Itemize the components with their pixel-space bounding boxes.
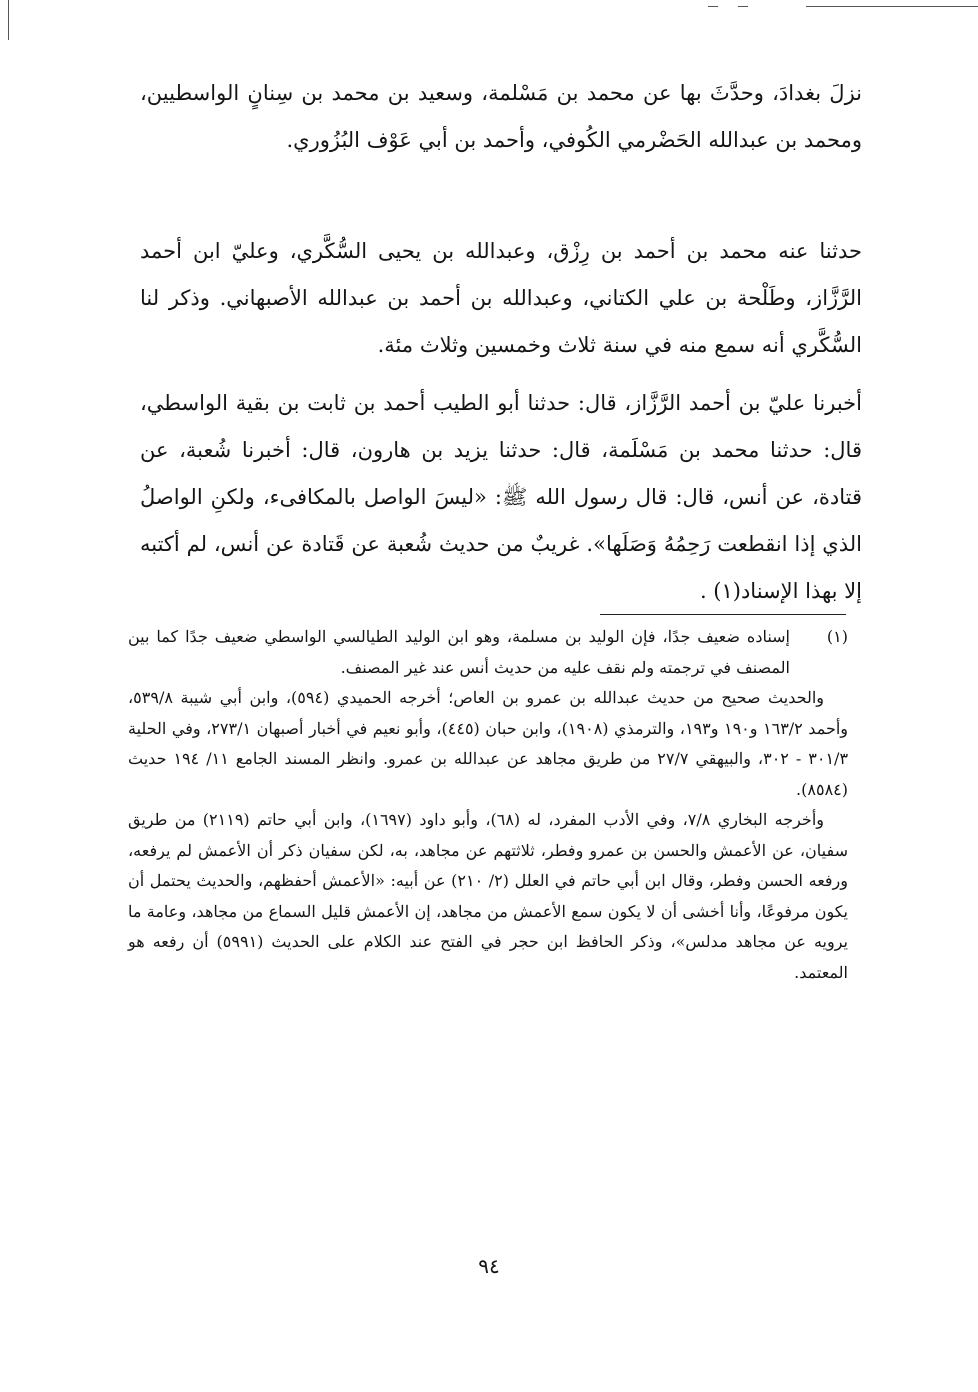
page-number: ٩٤ xyxy=(478,1254,500,1278)
footnote-text: إسناده ضعيف جدًا، فإن الوليد بن مسلمة، وهو ابن الوليد الطيالسي الواسطي ضعيف جدًا كما بين المصنف في ترجمته ولم نقف عليه من حديث أنس عند غير المصنف. xyxy=(128,627,790,677)
paragraph-text: حدثنا عنه محمد بن أحمد بن رِزْق، وعبدالله بن يحيى السُّكَّري، وعليّ ابن أحمد الرَّزَّاز، وطَلْحة بن علي الكتاني، وعبدالله بن أحمد بن عبدالله الأصبهاني. وذكر لنا السُّكَّري أنه سمع منه في سنة ثلاث وخمسين وثلاث مئة. xyxy=(140,239,862,357)
main-paragraph-2 xyxy=(140,228,862,369)
scan-edge-mark-top-2 xyxy=(738,6,748,7)
footnote-1-continuation-2: وأخرجه البخاري ٧/٨، وفي الأدب المفرد، له (٦٨)، وأبو داود (١٦٩٧)، وابن أبي حاتم (٢١١٩) من طريق سفيان، عن الأعمش والحسن بن عمرو وفطر، ثلاثتهم عن مجاهد، به، لكن سفيان ذكر أن الأعمش لم يرفعه، ورفعه الحسن وفطر، وقال ابن أبي حاتم في العلل (٢/ ٢١٠) عن أبيه: «الأعمش أحفظهم، والحديث يحتمل أن يكون مرفوعًا، وأنا أخشى أن لا يكون سمع الأعمش من مجاهد، إن الأعمش قليل السماع من مجاهد، وعامة ما يرويه عن مجاهد مدلس»، وذكر الحافظ ابن حجر في الفتح عند الكلام على الحديث (٥٩٩١) أن رفعه هو المعتمد. xyxy=(128,810,849,982)
footnote-number: (١) xyxy=(826,627,848,646)
paragraph-text: نزلَ بغدادَ، وحدَّثَ بها عن محمد بن مَسْلمة، وسعيد بن محمد بن سِنانٍ الواسطيين، ومحمد بن عبدالله الحَضْرمي الكُوفي، وأحمد بن أبي عَوْف البُزُوري. xyxy=(140,81,862,152)
scan-edge-line-top-right xyxy=(806,6,978,7)
footnote-1-continuation-1: والحديث صحيح من حديث عبدالله بن عمرو بن العاص؛ أخرجه الحميدي (٥٩٤)، وابن أبي شيبة ٥٣٩/٨، وأحمد ١٦٣/٢ و١٩٠ و١٩٣، والترمذي (١٩٠٨)، وابن حبان (٤٤٥)، وأبو نعيم في أخبار أصبهان ٢٧٣/١، وفي الحلية ٣٠١/٣ - ٣٠٢، والبيهقي ٢٧/٧ من طريق مجاهد عن عبدالله بن عمرو. وانظر المسند الجامع ١١/ ١٩٤ حديث (٨٥٨٤). xyxy=(128,688,849,799)
scan-edge-mark-top xyxy=(708,6,718,7)
main-paragraph-3 xyxy=(140,380,862,615)
paragraph-text: أخبرنا عليّ بن أحمد الرَّزَّاز، قال: حدثنا أبو الطيب أحمد بن ثابت بن بقية الواسطي، قال: حدثنا محمد بن مَسْلَمة، قال: حدثنا يزيد بن هارون، قال: أخبرنا شُعبة، عن قتادة، عن أنس، قال: قال رسول الله ﷺ: «ليسَ الواصل بالمكافىء، ولكنِ الواصلُ الذي إذا انقطعت رَحِمُهُ وَصَلَها». غريبٌ من حديث شُعبة عن قَتادة عن أنس، لم أكتبه إلا بهذا الإسناد(١) . xyxy=(140,391,862,603)
main-paragraph-1 xyxy=(140,70,862,164)
scan-edge-line-left xyxy=(8,0,9,40)
footnote-separator xyxy=(600,614,846,615)
footnote-1 xyxy=(128,622,848,683)
footnotes-section xyxy=(128,622,848,988)
